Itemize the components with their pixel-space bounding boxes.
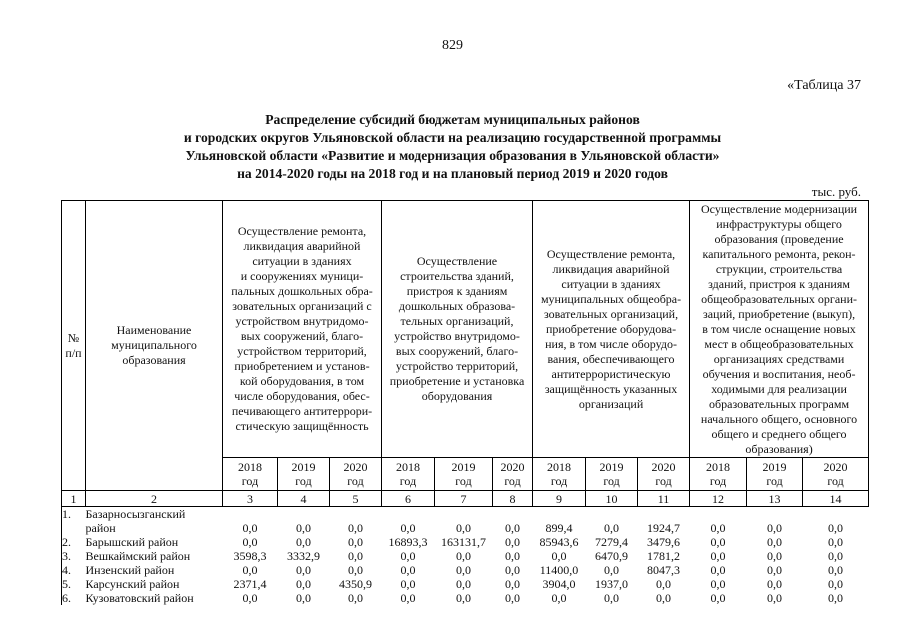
- value-cell: 0,0: [505, 521, 521, 535]
- header-text-line: пальных дошкольных обра-: [231, 284, 373, 298]
- header-text-line: Наименование: [116, 323, 192, 337]
- value-cell: 1924,7: [647, 521, 681, 535]
- value-cell: 4350,9: [339, 577, 372, 591]
- year-header-cell: [638, 458, 690, 491]
- year-header-cell: [493, 458, 533, 491]
- row-name-line: Барышский район: [85, 535, 179, 549]
- value-cell: 0,0: [348, 591, 363, 605]
- column-number-cell: 13: [747, 491, 803, 507]
- header-text-line: устройство территорий,: [395, 359, 519, 373]
- header-text-line: и сооружениях муници-: [240, 269, 364, 283]
- header-text-line: стическую защищённость: [235, 419, 369, 433]
- value-cell: 0,0: [456, 577, 471, 591]
- value-cell: 0,0: [296, 535, 311, 549]
- value-cell: 0,0: [710, 563, 726, 577]
- value-cell: 163131,7: [441, 535, 486, 549]
- column-number-cell: 2: [86, 491, 223, 507]
- year-text-line: год: [603, 474, 620, 488]
- value-cell: 3598,3: [233, 549, 267, 563]
- value-cell: 0,0: [656, 577, 672, 591]
- header-text-line: дошкольных образова-: [398, 299, 516, 313]
- value-cell: 0,0: [551, 549, 567, 563]
- year-text-line: 2019: [451, 460, 476, 474]
- header-text-line: п/п: [65, 345, 82, 360]
- header-text-line: ситуации в зданиях: [252, 254, 352, 268]
- year-header-cell: [435, 458, 493, 491]
- table-row: [62, 563, 869, 577]
- column-number-cell: 7: [435, 491, 493, 507]
- value-cell: 0,0: [604, 591, 620, 605]
- row-name-line: Базарносызганский: [85, 507, 186, 521]
- header-text-line: мест в общеобразовательных: [704, 336, 854, 351]
- column-number-cell: 3: [223, 491, 278, 507]
- year-header-cell: [330, 458, 382, 491]
- year-text-line: 2018: [238, 460, 262, 474]
- header-text-line: образования (проведение: [714, 231, 844, 246]
- row-name-cell: [86, 577, 223, 591]
- column-number-cell: 5: [330, 491, 382, 507]
- value-cell: 0,0: [505, 549, 521, 563]
- value-cell: 0,0: [505, 535, 521, 549]
- value-cell: 0,0: [656, 591, 672, 605]
- header-text-line: общеобразовательных органи-: [701, 291, 857, 306]
- header-text-line: образовательных программ: [709, 396, 850, 411]
- header-text-line: капитального ремонта, рекон-: [702, 246, 856, 261]
- header-text-line: антитеррористическую: [551, 366, 671, 381]
- header-text-line: Осуществление ремонта,: [237, 224, 367, 238]
- value-cell: 2371,4: [233, 577, 267, 591]
- header-text-line: пристроя к зданиям: [406, 284, 508, 298]
- value-cell: 1781,2: [647, 549, 681, 563]
- value-cell: 11400,0: [539, 563, 579, 577]
- value-cell: 0,0: [767, 577, 783, 591]
- header-text-line: приобретение оборудова-: [545, 321, 677, 336]
- value-cell: 0,0: [767, 563, 783, 577]
- header-text-line: ликвидация аварийной: [552, 261, 670, 276]
- value-cell: 6470,9: [595, 549, 629, 563]
- header-text-line: зданий, пристроя к зданиям: [708, 276, 850, 291]
- row-name-line: Вешкаймский район: [85, 549, 191, 563]
- value-cell: 0,0: [242, 535, 258, 549]
- number-column-header: [62, 201, 86, 491]
- year-text-line: год: [347, 474, 364, 488]
- value-cell: 16893,3: [388, 535, 428, 549]
- year-text-line: 2018: [396, 460, 420, 474]
- value-cell: 0,0: [242, 521, 258, 535]
- header-text-line: числе оборудования, обес-: [234, 389, 370, 403]
- year-text-line: 2019: [762, 460, 787, 474]
- table-title: [0, 111, 905, 183]
- value-cell: 0,0: [828, 521, 844, 535]
- header-text-line: №: [67, 330, 80, 345]
- header-text-line: Осуществление модернизации: [700, 201, 858, 216]
- header-text-line: кой оборудования, в том: [239, 374, 365, 388]
- header-text-line: муниципального: [111, 338, 197, 352]
- header-text-line: печивающего антитеррори-: [231, 404, 373, 418]
- value-cell: 0,0: [710, 521, 726, 535]
- row-name-line: Инзенский район: [85, 563, 175, 577]
- year-text-line: год: [455, 474, 472, 488]
- column-number-cell: 1: [62, 491, 86, 507]
- year-header-cell: [382, 458, 435, 491]
- year-text-line: год: [399, 474, 417, 488]
- header-text-line: организациях средствами: [713, 351, 845, 366]
- column-number-cell: 8: [493, 491, 533, 507]
- year-text-line: год: [241, 474, 259, 488]
- value-cell: 7279,4: [595, 535, 629, 549]
- value-cell: 0,0: [767, 549, 783, 563]
- row-number-cell: 1.: [62, 507, 86, 536]
- year-text-line: год: [550, 474, 568, 488]
- header-text-line: зовательных организаций,: [543, 306, 679, 321]
- header-text-line: устройством территорий,: [237, 344, 367, 358]
- header-text-line: оборудования: [421, 389, 493, 403]
- page-number: 829: [442, 38, 463, 53]
- header-text-line: обучения и воспитания, необ-: [702, 366, 856, 381]
- header-text-line: образования): [745, 441, 813, 456]
- value-cell: 0,0: [710, 577, 726, 591]
- year-text-line: год: [709, 474, 727, 488]
- year-text-line: год: [295, 474, 312, 488]
- value-cell: 0,0: [505, 563, 521, 577]
- header-text-line: Осуществление: [416, 254, 498, 268]
- year-text-line: год: [504, 474, 521, 488]
- row-number-cell: 4.: [62, 563, 86, 577]
- value-cell: 0,0: [400, 549, 416, 563]
- value-cell: 0,0: [400, 521, 416, 535]
- year-text-line: 2018: [547, 460, 572, 474]
- value-cell: 0,0: [828, 563, 844, 577]
- year-text-line: 2020: [343, 460, 368, 474]
- header-text-line: приобретением и установ-: [234, 359, 370, 373]
- value-cell: 0,0: [505, 591, 521, 605]
- year-text-line: 2019: [291, 460, 316, 474]
- value-cell: 0,0: [828, 591, 844, 605]
- title-line: на 2014-2020 годы на 2018 год и на плановый период 2019 и 2020 годов: [237, 166, 668, 181]
- value-cell: 0,0: [400, 563, 416, 577]
- table-row: [62, 507, 869, 536]
- value-cell: 0,0: [456, 549, 471, 563]
- header-text-line: ходимыми для реализации: [711, 381, 847, 396]
- header-text-line: образования: [122, 353, 186, 367]
- header-text-line: приобретение и установка: [389, 374, 525, 388]
- name-column-header: [86, 201, 223, 491]
- row-name-cell: [86, 563, 223, 577]
- units-label: тыс. руб.: [811, 184, 861, 199]
- table-row: [62, 577, 869, 591]
- year-text-line: 2020: [500, 460, 525, 474]
- year-header-cell: [278, 458, 330, 491]
- header-text-line: общего и среднего общего: [711, 426, 847, 441]
- value-cell: 0,0: [551, 591, 567, 605]
- header-text-line: муниципальных общеобра-: [540, 291, 682, 306]
- value-cell: 0,0: [604, 563, 620, 577]
- header-group-row: [62, 201, 869, 458]
- value-cell: 0,0: [767, 521, 783, 535]
- value-cell: 0,0: [296, 563, 311, 577]
- header-group-cell: [223, 201, 382, 458]
- value-cell: 0,0: [348, 563, 363, 577]
- header-text-line: вания, обеспечивающего: [547, 351, 675, 366]
- row-name-line: район: [85, 521, 116, 535]
- header-group-cell: [382, 201, 533, 458]
- value-cell: 0,0: [767, 591, 783, 605]
- value-cell: 3479,6: [647, 535, 681, 549]
- value-cell: 0,0: [604, 521, 620, 535]
- header-text-line: начального общего, основного: [700, 411, 858, 426]
- value-cell: 0,0: [348, 521, 363, 535]
- value-cell: 0,0: [710, 591, 726, 605]
- table-row: [62, 549, 869, 563]
- table-label: «Таблица 37: [787, 78, 861, 93]
- value-cell: 0,0: [828, 577, 844, 591]
- value-cell: 0,0: [456, 521, 471, 535]
- year-text-line: 2020: [823, 460, 848, 474]
- row-name-cell: [86, 549, 223, 563]
- header-group-cell: [690, 201, 869, 458]
- column-number-cell: 11: [638, 491, 690, 507]
- row-name-cell: [86, 507, 223, 536]
- row-number-cell: 2.: [62, 535, 86, 549]
- year-text-line: год: [655, 474, 672, 488]
- header-text-line: Осуществление ремонта,: [546, 246, 676, 261]
- value-cell: 3904,0: [542, 577, 576, 591]
- title-line: Распределение субсидий бюджетам муниципальных районов: [265, 112, 640, 127]
- value-cell: 0,0: [456, 563, 471, 577]
- value-cell: 0,0: [400, 591, 416, 605]
- column-number-cell: 6: [382, 491, 435, 507]
- value-cell: 0,0: [242, 563, 258, 577]
- table-body: [62, 507, 869, 606]
- year-header-cell: [690, 458, 747, 491]
- value-cell: 0,0: [348, 549, 363, 563]
- row-name-line: Карсунский район: [85, 577, 180, 591]
- table-row: [62, 535, 869, 549]
- value-cell: 0,0: [242, 591, 258, 605]
- value-cell: 899,4: [545, 521, 573, 535]
- value-cell: 0,0: [296, 521, 311, 535]
- header-text-line: заций, приобретение (выкуп),: [702, 306, 856, 321]
- value-cell: 0,0: [296, 591, 311, 605]
- value-cell: 0,0: [400, 577, 416, 591]
- header-text-line: струкции, строительства: [715, 261, 843, 276]
- header-text-line: ния, в том числе оборудо-: [545, 336, 677, 351]
- row-name-cell: [86, 535, 223, 549]
- year-header-cell: [223, 458, 278, 491]
- year-header-cell: [533, 458, 586, 491]
- title-line: и городских округов Ульяновской области на реализацию государственной программы: [183, 130, 722, 145]
- header-text-line: ситуации в зданиях: [561, 276, 661, 291]
- value-cell: 1937,0: [595, 577, 629, 591]
- value-cell: 0,0: [828, 549, 844, 563]
- header-text-line: зовательных организаций с: [232, 299, 372, 313]
- column-number-cell: 12: [690, 491, 747, 507]
- value-cell: 3332,9: [287, 549, 320, 563]
- header-text-line: строительства зданий,: [400, 269, 514, 283]
- column-number-cell: 10: [586, 491, 638, 507]
- table-row: [62, 591, 869, 605]
- header-text-line: устройством внутридомо-: [235, 314, 369, 328]
- row-name-line: Кузоватовский район: [85, 591, 194, 605]
- column-number-cell: 9: [533, 491, 586, 507]
- value-cell: 0,0: [505, 577, 521, 591]
- header-text-line: вых сооружений, благо-: [240, 329, 364, 343]
- column-number-row: [62, 491, 869, 507]
- value-cell: 0,0: [710, 549, 726, 563]
- year-header-cell: [586, 458, 638, 491]
- year-header-cell: [747, 458, 803, 491]
- year-text-line: год: [827, 474, 844, 488]
- value-cell: 0,0: [767, 535, 783, 549]
- year-text-line: год: [766, 474, 783, 488]
- row-number-cell: 6.: [62, 591, 86, 605]
- column-number-cell: 4: [278, 491, 330, 507]
- year-text-line: 2019: [599, 460, 624, 474]
- value-cell: 8047,3: [647, 563, 681, 577]
- header-text-line: защищённость указанных: [544, 381, 678, 396]
- header-text-line: вых сооружений, благо-: [395, 344, 519, 358]
- row-name-cell: [86, 591, 223, 605]
- row-number-cell: 5.: [62, 577, 86, 591]
- row-number-cell: 3.: [62, 549, 86, 563]
- header-text-line: тельных организаций,: [400, 314, 514, 328]
- value-cell: 0,0: [296, 577, 311, 591]
- header-text-line: устройство внутридомо-: [394, 329, 520, 343]
- value-cell: 0,0: [348, 535, 363, 549]
- column-number-cell: 14: [803, 491, 869, 507]
- header-text-line: ликвидация аварийной: [243, 239, 361, 253]
- header-text-line: организаций: [578, 396, 644, 411]
- value-cell: 0,0: [456, 591, 471, 605]
- year-text-line: 2018: [706, 460, 731, 474]
- header-group-cell: [533, 201, 690, 458]
- value-cell: 0,0: [710, 535, 726, 549]
- value-cell: 85943,6: [539, 535, 579, 549]
- header-text-line: инфраструктуры общего: [716, 216, 842, 231]
- title-line: Ульяновской области «Развитие и модернизация образования в Ульяновской области»: [185, 148, 720, 163]
- year-text-line: 2020: [651, 460, 676, 474]
- value-cell: 0,0: [828, 535, 844, 549]
- header-text-line: в том числе оснащение новых: [702, 321, 856, 336]
- subsidy-table: [61, 200, 869, 605]
- year-header-cell: [803, 458, 869, 491]
